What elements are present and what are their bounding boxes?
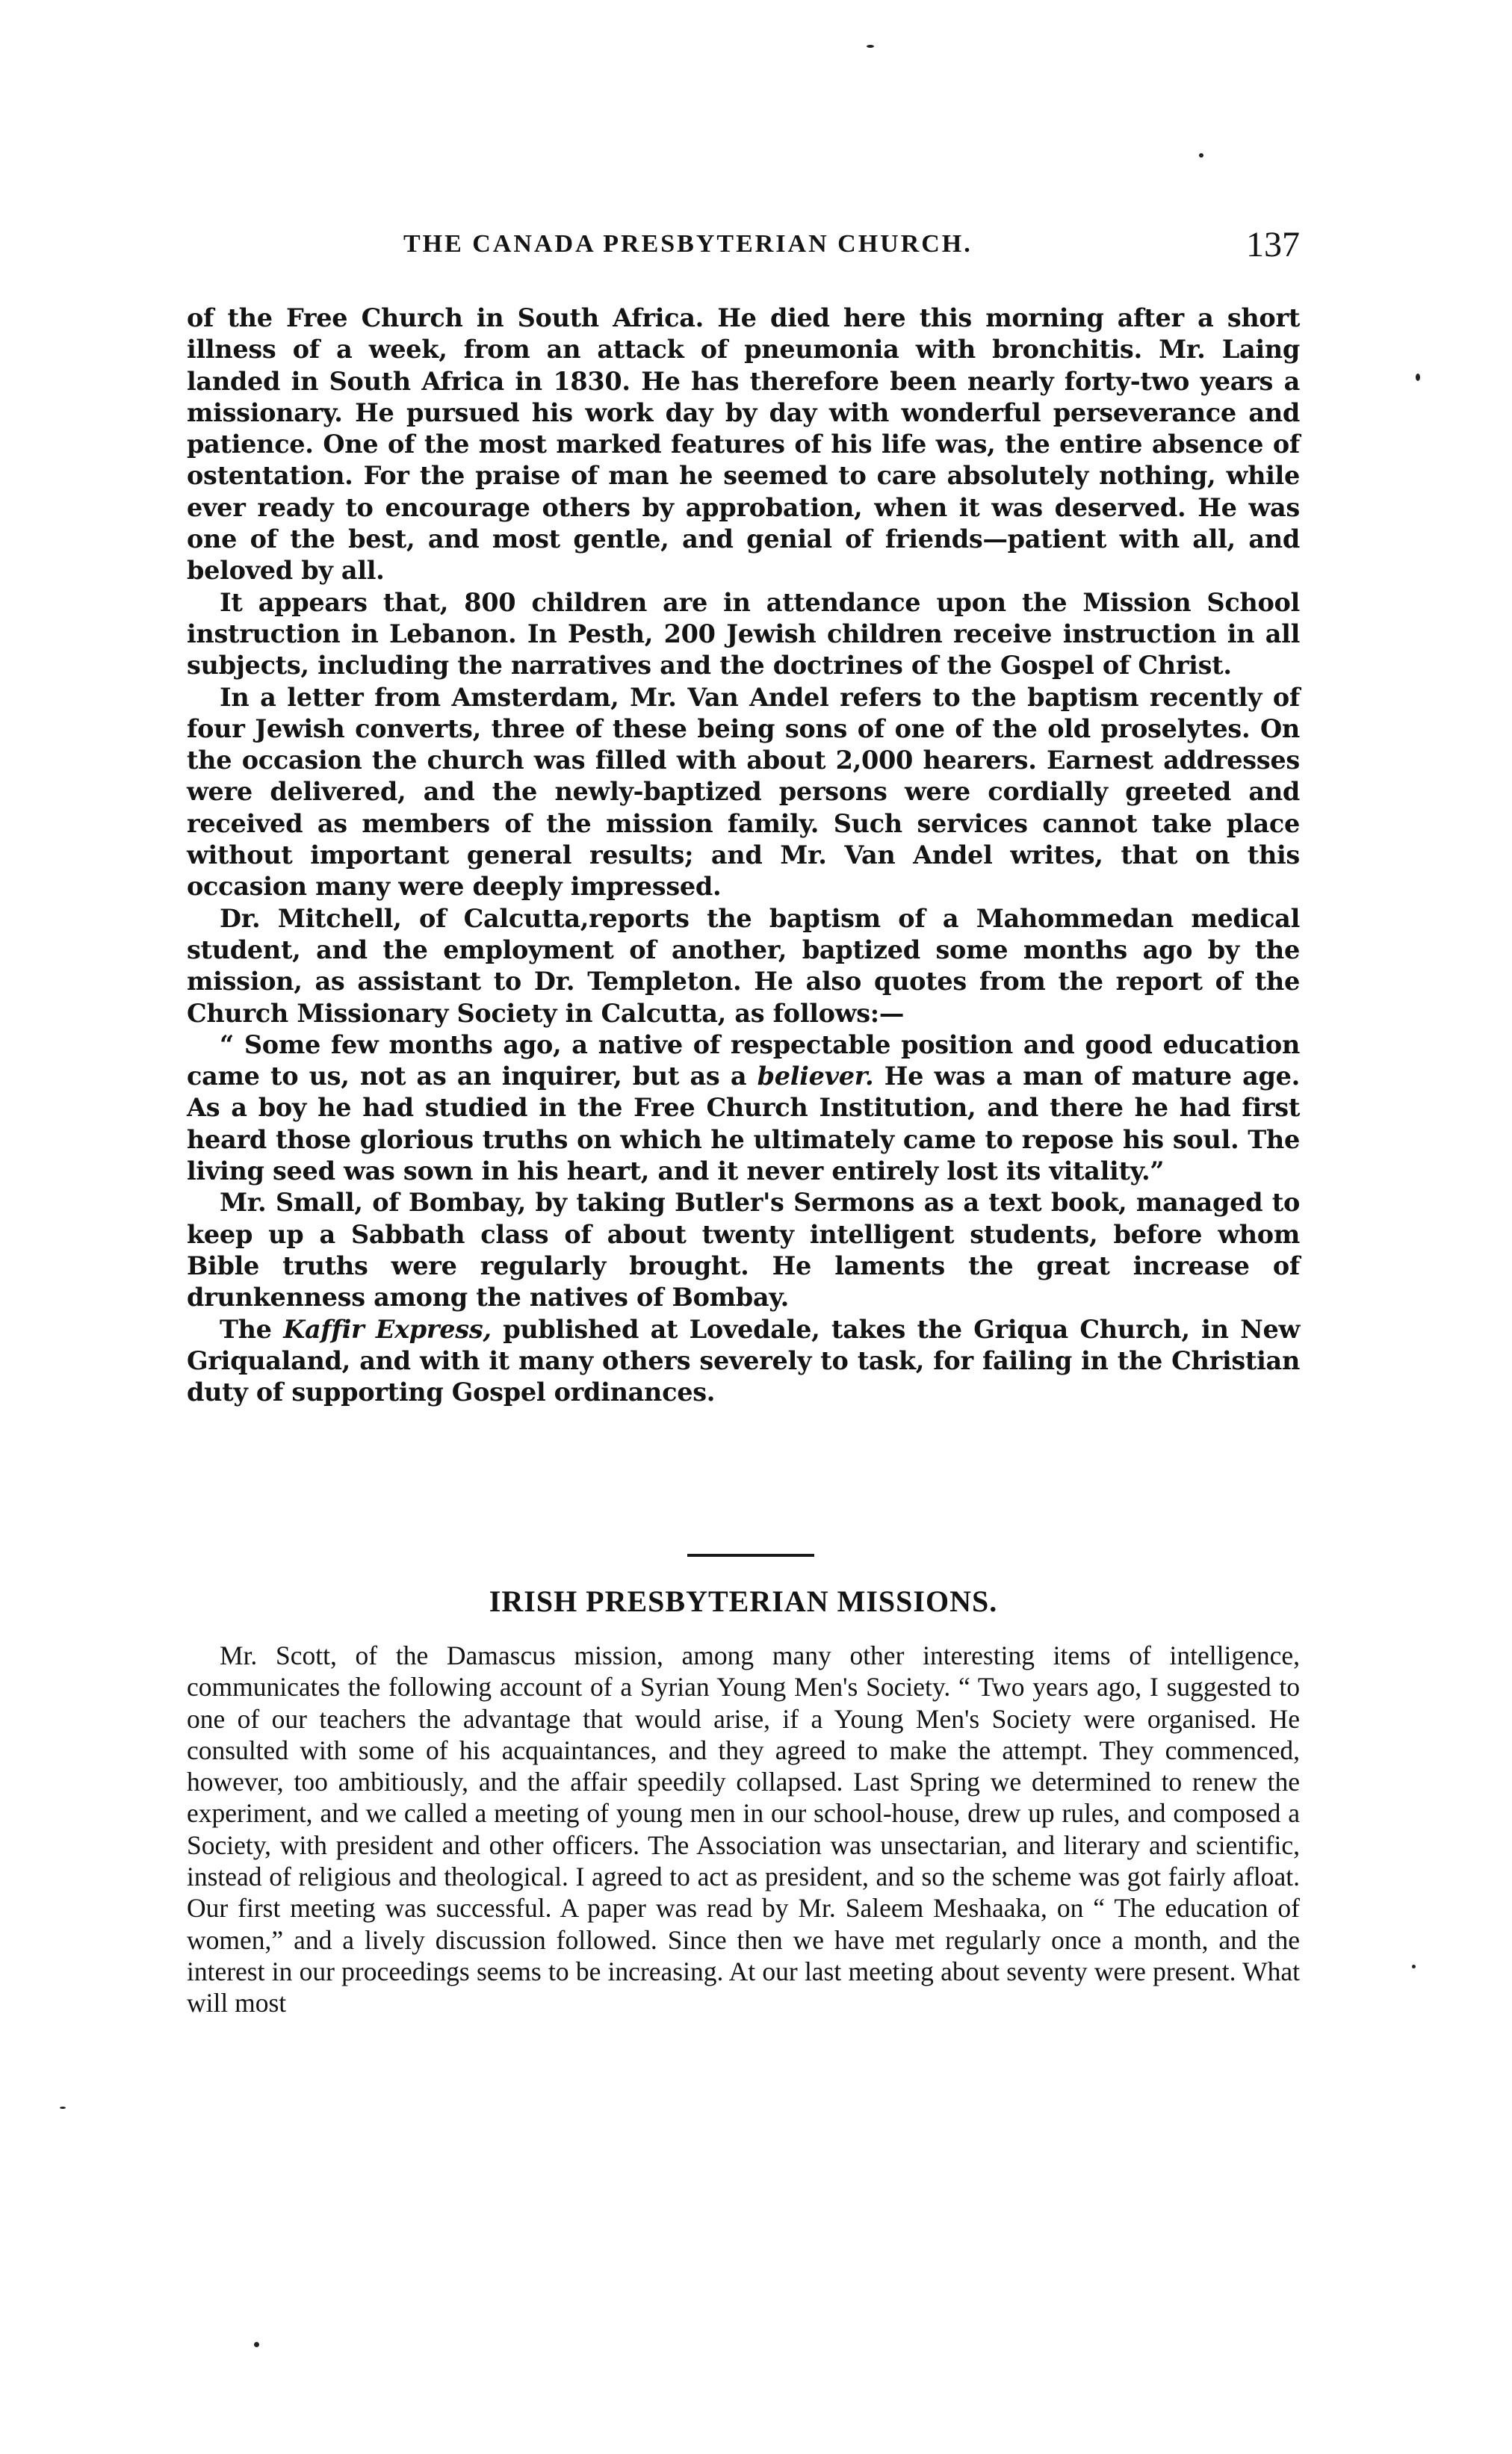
paragraph-damascus: Mr. Scott, of the Damascus mission, among many other interesting items of intelligence, communicates the following account of a Syrian Young Men's Society. “ Two years ago, I suggested to one of our teachers the advantage that would arise, if a Young Men's Society were organised. He consulted with some of his acquaintances, and they agreed to make the attempt. They commenced, however, too ambitiously, and the affair speedily collapsed. Last Spring we determined to renew the experiment, and we called a meeting of young men in our school-house, drew up rules, and composed a Society, with president and other officers. The Association was unsectarian, and literary and scientific, instead of religious and theological. I agreed to act as president, and so the scheme was got fairly afloat. Our first meeting was successful. A paper was read by Mr. Saleem Meshaaka, on “ The education of women,” and a lively discussion followed. Since then we have met regularly once a month, and the interest in our proceedings seems to be increasing. At our last meeting about seventy were present. What will most [187,1640,1300,2018]
kaffir-express-title: Kaffir Express, [283,1314,492,1344]
scan-speck [1412,1965,1416,1968]
paragraph-bombay: Mr. Small, of Bombay, by taking Butler's Sermons as a text book, managed to keep up a Sabbath class of about twenty intelligent students, before whom Bible truths were regularly brought. He laments the great increase of drunkenness among the natives of Bombay. [187,1188,1300,1313]
quotation-emphasis: believer. [757,1062,874,1091]
kaffir-text-start: The [220,1314,284,1344]
scan-speck [867,45,874,48]
paragraph-lebanon-schools: It appears that, 800 children are in attendance upon the Mission School instruction in Lebanon. In Pesth, 200 Jewish children receive instruction in all subjects, including the narratives and the doctrines of the Gospel of Christ. [187,587,1300,681]
page-number: 137 [1246,225,1300,264]
paragraph-quotation [187,1029,1300,1187]
article-body-continued [187,303,1300,1408]
quotation-text-end: He was a man of mature age. As a boy he had studied in the Free Church Institution, and there he had first heard those glorious truths on which he ultimately came to repose his soul. The living seed was sown in his heart, and it never entirely lost its vitality.” [187,1062,1300,1186]
running-title: THE CANADA PRESBYTERIAN CHURCH. [403,230,973,258]
scan-speck [1199,153,1203,158]
scan-speck [254,2342,259,2347]
article-body-irish-missions [187,1640,1300,2019]
paragraph-calcutta: Dr. Mitchell, of Calcutta,reports the baptism of a Mahommedan medical student, and the employment of another, baptized some months ago by the mission, as assistant to Dr. Templeton. He also quotes from the report of the Church Missionary Society in Calcutta, as follows:— [187,903,1300,1028]
paragraph-amsterdam: In a letter from Amsterdam, Mr. Van Andel refers to the baptism recently of four Jewish converts, three of these being sons of one of the old proselytes. On the occasion the church was filled with about 2,000 hearers. Earnest addresses were delivered, and the newly-baptized persons were cordially greeted and received as members of the mission family. Such services cannot take place without important general results; and Mr. Van Andel writes, that on this occasion many were deeply impressed. [187,682,1300,902]
scan-speck [1416,374,1420,381]
section-heading: IRISH PRESBYTERIAN MISSIONS. [489,1584,998,1618]
quotation-text-start: “ Some few months ago, a native of respectable position and good education came to us, not as an inquirer, but as a [187,1029,1300,1091]
paragraph-obituary: of the Free Church in South Africa. He died here this morning after a short illness of a week, from an attack of pneumonia with bronchitis. Mr. Laing landed in South Africa in 1830. He has therefore been nearly forty-two years a missionary. He pursued his work day by day with wonderful perseverance and patience. One of the most marked features of his life was, the entire absence of ostentation. For the praise of man he seemed to care absolutely nothing, while ever ready to encourage others by approbation, when it was deserved. He was one of the best, and most gentle, and genial of friends—patient with all, and beloved by all. [187,303,1300,586]
kaffir-text-end: published at Lovedale, takes the Griqua Church, in New Griqualand, and with it many others severely to task, for failing in the Christian duty of supporting Gospel ordinances. [187,1314,1301,1407]
running-head [187,224,1300,276]
section-divider-rule [687,1554,814,1557]
paragraph-kaffir-express [187,1314,1300,1409]
scan-speck [60,2107,66,2109]
